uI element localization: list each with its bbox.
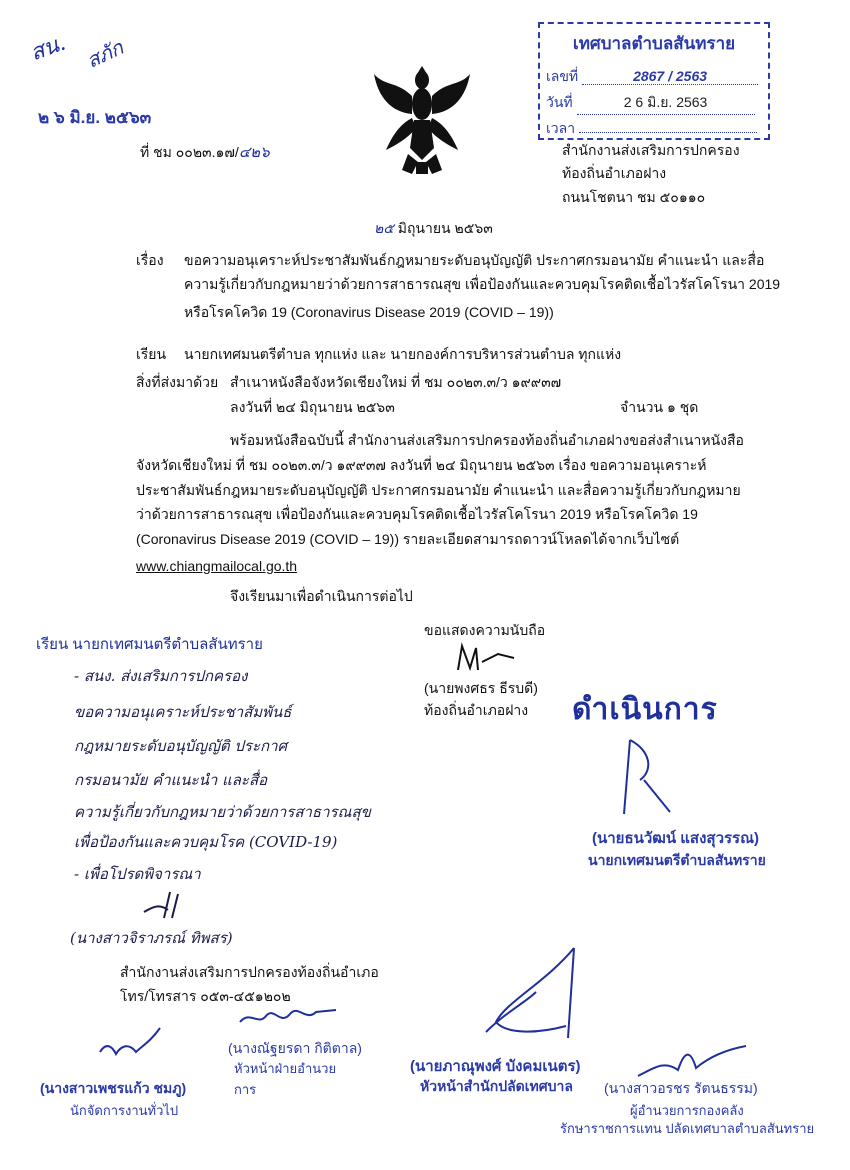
sender-line-3: ถนนโชตนา ชม ๕๐๑๑๐ <box>562 189 706 205</box>
sig2-name: (นางณัฐยรดา กิติตาล) <box>228 1040 362 1056</box>
memo-line-3: กฎหมายระดับอนุบัญญัติ ประกาศ <box>74 737 288 755</box>
recipient-text: นายกเทศมนตรีตำบล ทุกแห่ง และ นายกองค์การบริหารส่วนตำบล ทุกแห่ง <box>184 346 622 362</box>
sig2-position: หัวหน้าฝ่ายอำนวยการ <box>234 1061 337 1097</box>
mayor-position: นายกเทศมนตรีตำบลสันทราย <box>588 852 766 868</box>
memo-line-2: ขอความอนุเคราะห์ประชาสัมพันธ์ <box>74 703 292 721</box>
body-line-1: พร้อมหนังสือฉบับนี้ สำนักงานส่งเสริมการปกครองท้องถิ่นอำเภอฝางขอส่งสำเนาหนังสือ <box>230 432 744 448</box>
registration-date-value: 2 6 มิ.ย. 2563 <box>577 92 755 115</box>
received-date-stamp: ๒ ๖ มิ.ย. ๒๕๖๓ <box>38 108 152 127</box>
body-line-3: ประชาสัมพันธ์กฎหมายระดับอนุบัญญัติ ประกาศกรมอนามัย คำแนะนำ และสื่อความรู้เกี่ยวกับกฎหมาย <box>136 482 741 498</box>
memo-header: เรียน นายกเทศมนตรีตำบลสันทราย <box>36 636 263 653</box>
subject-line-1: ขอความอนุเคราะห์ประชาสัมพันธ์กฎหมายระดับอนุบัญญัติ ประกาศกรมอนามัย คำแนะนำ และสื่อ <box>184 252 765 268</box>
signature-3 <box>476 942 596 1052</box>
body-line-4: ว่าด้วยการสาธารณสุข เพื่อป้องกันและควบคุมโรคติดเชื้อไวรัสโคโรนา 2019 หรือโรคโควิด 19 <box>136 506 698 522</box>
memo-line-1: - สนง. ส่งเสริมการปกครอง <box>74 667 248 685</box>
corner-note-2: สภัก <box>82 35 127 73</box>
regards-text: ขอแสดงความนับถือ <box>424 622 546 638</box>
registration-number-label: เลขที่ <box>546 68 579 84</box>
enclosure-label: สิ่งที่ส่งมาด้วย <box>136 374 219 390</box>
doc-number-label: ที่ ชม ๐๐๒๓.๑๗/ <box>140 144 239 160</box>
sig1-position: นักจัดการงานทั่วไป <box>70 1103 179 1118</box>
memo-line-4: กรมอนามัย คำแนะนำ และสื่อ <box>74 771 268 789</box>
signature-2 <box>236 996 346 1032</box>
footer-office-line-1: สำนักงานส่งเสริมการปกครองท้องถิ่นอำเภอ <box>120 964 379 980</box>
registration-number-row <box>546 66 764 88</box>
memo-signer: (นางสาวจิราภรณ์ ทิพสร) <box>70 929 233 947</box>
signature-district-chief <box>452 640 522 676</box>
action-stamp: ดำเนินการ <box>572 693 718 726</box>
signer-name: (นายพงศธร ธีรบดี) <box>424 680 538 696</box>
registration-stamp-title: เทศบาลตำบลสันทราย <box>572 34 736 53</box>
signature-1 <box>96 1022 166 1062</box>
body-line-2: จังหวัดเชียงใหม่ ที่ ชม ๐๐๒๓.๓/ว ๑๙๙๓๗ ลงวันที่ ๒๔ มิถุนายน ๒๕๖๓ เรื่อง ขอความอนุเคราะห์ <box>136 457 707 473</box>
sig3-name: (นายภาณุพงศ์ บังคมเนตร) <box>410 1058 581 1075</box>
memo-line-5: ความรู้เกี่ยวกับกฎหมายว่าด้วยการสาธารณสุข <box>74 803 371 821</box>
registration-time-value <box>579 132 757 133</box>
sig4-position-1: ผู้อำนวยการกองคลัง <box>630 1103 744 1118</box>
subject-line-2: ความรู้เกี่ยวกับกฎหมายว่าด้วยการสาธารณสุข เพื่อป้องกันและควบคุมโรคติดเชื้อไวรัสโคโรนา 2019 <box>184 276 781 292</box>
corner-note-1: สน. <box>27 30 70 67</box>
letter-date <box>374 218 493 239</box>
registration-date-row <box>546 92 764 115</box>
doc-number-hand: ๔๒๖ <box>238 143 270 161</box>
subject-line-3: หรือโรคโควิด 19 (Coronavirus Disease 2019 (COVID – 19)) <box>184 304 554 320</box>
memo-signature <box>140 888 200 922</box>
garuda-emblem-icon <box>372 66 472 178</box>
sig3-position: หัวหน้าสำนักปลัดเทศบาล <box>420 1078 573 1094</box>
letter-date-text: มิถุนายน ๒๕๖๓ <box>397 220 493 236</box>
enclosure-line-1: สำเนาหนังสือจังหวัดเชียงใหม่ ที่ ชม ๐๐๒๓.๓/ว ๑๙๙๓๗ <box>230 374 562 390</box>
memo-line-6: เพื่อป้องกันและควบคุมโรค (COVID-19) <box>74 833 338 851</box>
sig4-position-2: รักษาราชการแทน ปลัดเทศบาลตำบลสันทราย <box>560 1121 815 1136</box>
sig4-name: (นางสาวอรชร รัตนธรรม) <box>604 1080 758 1096</box>
enclosure-line-2: ลงวันที่ ๒๔ มิถุนายน ๒๕๖๓ <box>230 399 395 415</box>
sig1-name: (นางสาวเพชรแก้ว ชมภู) <box>40 1080 187 1096</box>
registration-time-row <box>546 118 764 140</box>
letter-date-day: ๒๕ <box>374 221 394 237</box>
doc-number <box>140 142 270 162</box>
website-link[interactable]: www.chiangmailocal.go.th <box>136 558 298 574</box>
enclosure-quantity: จำนวน ๑ ชุด <box>620 399 699 415</box>
recipient-label: เรียน <box>136 346 167 362</box>
footer-office-line-2: โทร/โทรสาร ๐๕๓-๔๕๑๒๐๒ <box>120 988 291 1004</box>
body-line-5: (Coronavirus Disease 2019 (COVID – 19)) รายละเอียดสามารถดาวน์โหลดได้จากเว็บไซต์ <box>136 531 680 547</box>
registration-number-value: 2867 / 2563 <box>582 68 758 85</box>
mayor-signature <box>610 730 690 820</box>
signer-position: ท้องถิ่นอำเภอฝาง <box>424 702 529 718</box>
memo-line-7: - เพื่อโปรดพิจารณา <box>74 865 201 883</box>
sender-line-1: สำนักงานส่งเสริมการปกครอง <box>562 142 740 158</box>
registration-time-label: เวลา <box>546 120 576 136</box>
subject-label: เรื่อง <box>136 252 164 268</box>
closing-line: จึงเรียนมาเพื่อดำเนินการต่อไป <box>230 588 413 604</box>
mayor-name: (นายธนวัฒน์ แสงสุวรรณ) <box>592 830 760 847</box>
registration-date-label: วันที่ <box>546 94 573 110</box>
sender-line-2: ท้องถิ่นอำเภอฝาง <box>562 165 667 181</box>
